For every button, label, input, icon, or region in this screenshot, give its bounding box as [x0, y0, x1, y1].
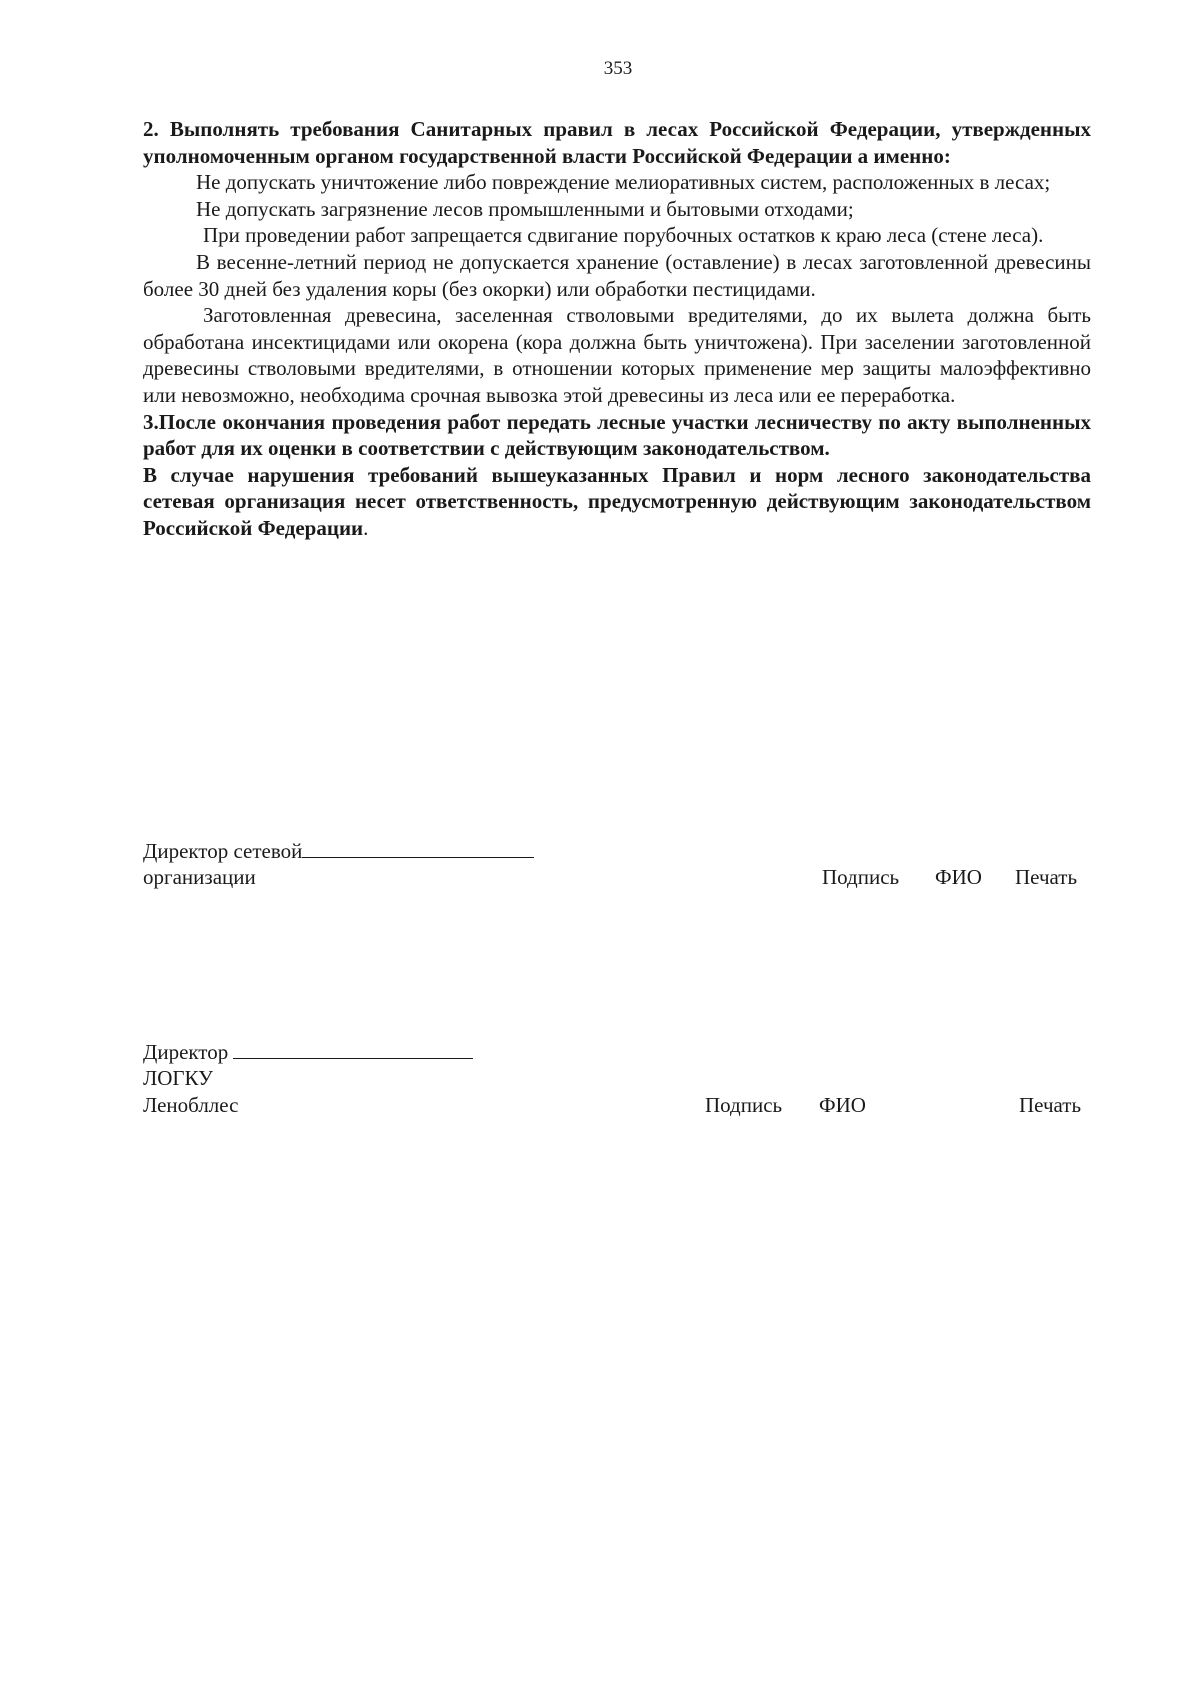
signature-2-org-2: Ленобллес — [143, 1093, 239, 1117]
signature-2-blank — [233, 1038, 473, 1059]
section-2-item-1: Не допускать уничтожение либо повреждение мелиоративных систем, расположенных в лесах; — [196, 170, 1051, 195]
section-2-item-4: В весенне-летний период не допускается хранение (оставление) в лесах заготовленной древесины более 30 дней без удаления коры (без окорки) или обработки пестицидами. — [143, 249, 1091, 301]
signature-1-fio: ФИО — [935, 865, 982, 889]
signature-1-org: организации — [143, 865, 256, 889]
signature-2-role: Директор — [143, 1040, 229, 1064]
section-2-heading: 2. Выполнять требования Санитарных правил в лесах Российской Федерации, утвержденных уполномоченным органом государственной власти Российской Федерации а именно: — [143, 117, 1091, 168]
signature-2-org: ЛОГКУ — [143, 1066, 214, 1090]
liability-text: В случае нарушения требований вышеуказанных Правил и норм лесного законодательства сетевая организация несет ответственность, предусмотренную действующим законодательством Российской Федерации — [143, 462, 1091, 540]
signature-2-pechat: Печать — [1019, 1093, 1082, 1117]
signature-1-podpis: Подпись — [822, 865, 900, 889]
page-number: 353 — [603, 58, 633, 79]
signature-1-blank — [302, 837, 534, 858]
signature-2-fio: ФИО — [819, 1093, 866, 1117]
liability-trail: . — [363, 515, 369, 540]
section-2-item-5: Заготовленная древесина, заселенная стволовыми вредителями, до их вылета должна быть обработана инсектицидами или окорена (кора должна быть уничтожена). При заселении заготовленной древесины стволовыми вредителями, в отношении которых применение мер защиты малоэффективно или невозможно, необходима срочная вывозка этой древесины из леса или ее переработка. — [143, 303, 1091, 407]
section-3-text: 3.После окончания проведения работ передать лесные участки лесничеству по акту выполненных работ для их оценки в соответствии с действующим законодательством. — [143, 409, 1091, 461]
section-2-item-3: При проведении работ запрещается сдвигание порубочных остатков к краю леса (стене леса). — [203, 223, 1044, 248]
signature-2-title-line — [143, 1038, 473, 1066]
liability-paragraph — [143, 462, 1091, 542]
signature-1-pechat: Печать — [1015, 865, 1078, 889]
section-2-item-2: Не допускать загрязнение лесов промышленными и бытовыми отходами; — [196, 196, 854, 221]
signature-2-podpis: Подпись — [705, 1093, 783, 1117]
signature-1-role: Директор сетевой — [143, 839, 303, 863]
signature-1-title-line — [143, 837, 534, 865]
document-body — [143, 116, 1091, 542]
